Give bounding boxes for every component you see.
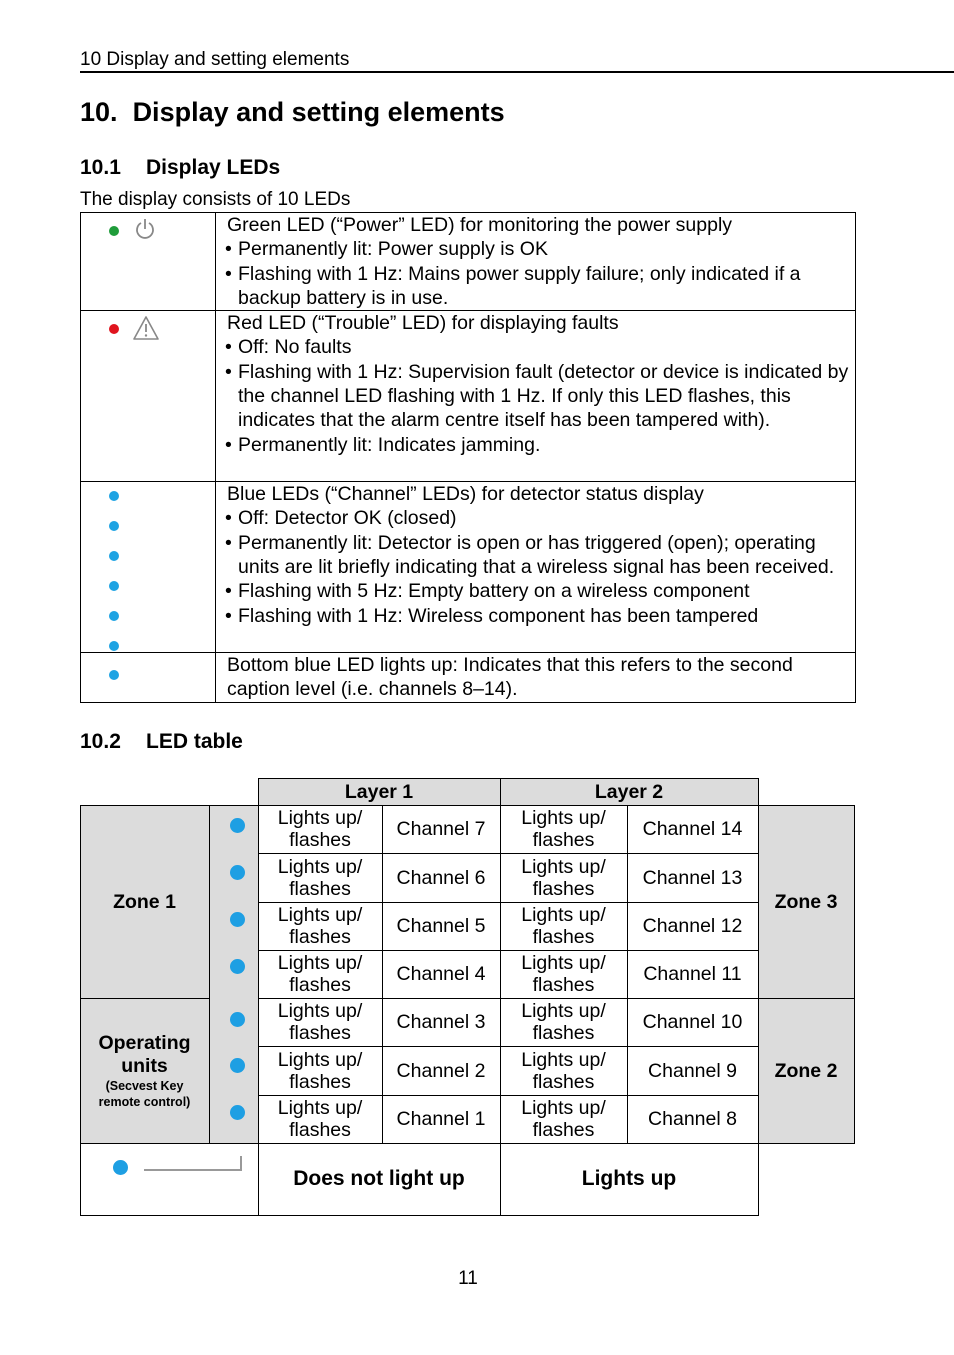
section-title-text: Display LEDs (146, 156, 281, 179)
blue-led-dot (230, 959, 245, 974)
running-header: 10 Display and setting elements (80, 49, 350, 70)
table-cell-state: Lights up/ flashes (521, 1048, 606, 1093)
grid-line (500, 778, 501, 1216)
grid-line (627, 805, 628, 1143)
grid-line (258, 778, 759, 779)
list-item: • Permanently lit: Indicates jamming. (227, 433, 851, 457)
bottom-layer1-cell: Does not light up (293, 1167, 465, 1190)
page-number: 11 (458, 1268, 478, 1289)
grid-line (758, 998, 855, 999)
led-description-title: Blue LEDs (“Channel” LEDs) for detector status display (227, 483, 704, 506)
list-item: • Flashing with 5 Hz: Empty battery on a wireless component (227, 579, 851, 603)
table-cell-state: Lights up/ flashes (277, 855, 363, 900)
list-item: • Permanently lit: Power supply is OK (227, 237, 851, 261)
blue-led-dot (230, 1105, 245, 1120)
layer2-header: Layer 2 (500, 778, 758, 805)
grid-line (854, 805, 855, 1144)
section-number: 10.1 (80, 156, 121, 179)
table-cell-channel: Channel 6 (396, 866, 486, 889)
table-cell-channel: Channel 11 (643, 963, 742, 985)
table-cell-state: Lights up/ flashes (277, 1048, 363, 1093)
table-cell-state: Lights up/ flashes (277, 807, 363, 851)
operating-units-line2: units (121, 1055, 168, 1077)
list-item: • Off: Detector OK (closed) (227, 506, 851, 530)
blue-led-dot (230, 818, 245, 833)
grid-line (258, 1095, 758, 1096)
list-item: • Flashing with 1 Hz: Supervision fault (detector or device is indicated by the channel LED flashing with 1 Hz. If only this LED flashes, this indicates that the alarm centre itself has been tampered with). (227, 360, 851, 433)
section-title-text: LED table (146, 730, 243, 753)
grid-line (80, 998, 209, 999)
table-cell-channel: Channel 10 (642, 1011, 743, 1033)
operating-units-sub: (Secvest Key remote control) (98, 1079, 191, 1109)
table-cell-channel: Channel 7 (396, 818, 486, 840)
grid-line (258, 950, 758, 951)
bracket-line-icon (142, 1154, 244, 1172)
intro-text: The display consists of 10 LEDs (80, 189, 351, 210)
list-item: • Off: No faults (227, 335, 851, 359)
table-cell-channel: Channel 4 (396, 963, 486, 985)
table-cell-state: Lights up/ flashes (521, 904, 606, 948)
grid-line (209, 805, 210, 1143)
grid-line (80, 805, 81, 1216)
grid-line (382, 805, 383, 1143)
table-cell-state: Lights up/ flashes (277, 952, 363, 996)
grid-line (758, 778, 759, 1216)
table-cell-channel: Channel 1 (396, 1108, 486, 1130)
zone3-cell: Zone 3 (758, 805, 854, 998)
table-cell-channel: Channel 13 (642, 866, 743, 889)
led-dot-column (209, 805, 258, 1143)
led-description-title: Bottom blue LED lights up: Indicates that this refers to the second caption level (i.e. channels 8–14). (227, 654, 793, 701)
grid-line (258, 998, 758, 999)
grid-line (258, 902, 758, 903)
table-cell-state: Lights up/ flashes (521, 952, 606, 996)
grid-line (80, 1215, 759, 1216)
blue-led-dot (113, 1160, 128, 1175)
zone2-cell: Zone 2 (758, 998, 854, 1143)
table-cell-state: Lights up/ flashes (521, 1097, 606, 1141)
table-cell-channel: Channel 3 (396, 1011, 486, 1033)
table-cell-state: Lights up/ flashes (521, 1000, 606, 1044)
table-cell-channel: Channel 14 (642, 818, 743, 840)
table-cell-channel: Channel 5 (396, 915, 486, 937)
grid-line (80, 805, 855, 806)
blue-led-dot (230, 865, 245, 880)
blue-led-dot (230, 1058, 245, 1073)
grid-line (80, 1143, 855, 1144)
bottom-layer2-cell: Lights up (581, 1167, 677, 1190)
blue-led-dot (230, 1012, 245, 1027)
list-item: • Flashing with 1 Hz: Wireless component has been tampered (227, 604, 851, 628)
chapter-title-text: Display and setting elements (132, 97, 505, 127)
operating-units-line1: Operating (98, 1032, 191, 1054)
led-description-title: Green LED (“Power” LED) for monitoring the power supply (227, 214, 733, 236)
blue-led-dot (230, 912, 245, 927)
table-cell-channel: Channel 8 (648, 1108, 737, 1130)
layer1-header: Layer 1 (258, 778, 500, 805)
table-cell-channel: Channel 12 (642, 915, 743, 937)
grid-line (258, 1046, 758, 1047)
list-item: • Permanently lit: Detector is open or has triggered (open); operating units are lit briefly indicating that a wireless signal has been received. (227, 531, 851, 580)
chapter-number: 10. (80, 97, 118, 127)
table-cell-channel: Channel 9 (648, 1059, 737, 1082)
operating-units-cell (80, 998, 209, 1143)
table-cell-state: Lights up/ flashes (277, 1097, 363, 1141)
table-cell-channel: Channel 2 (396, 1059, 486, 1082)
section-number: 10.2 (80, 730, 121, 753)
table-cell-state: Lights up/ flashes (277, 904, 363, 948)
table-cell-state: Lights up/ flashes (521, 855, 606, 900)
grid-line (258, 778, 259, 1216)
zone1-cell: Zone 1 (80, 805, 209, 998)
list-item: • Flashing with 1 Hz: Mains power supply failure; only indicated if a backup battery is in use. (227, 262, 851, 311)
table-cell-state: Lights up/ flashes (521, 807, 606, 851)
table-cell-state: Lights up/ flashes (277, 1000, 363, 1044)
led-description-title: Red LED (“Trouble” LED) for displaying faults (227, 312, 619, 335)
grid-line (258, 853, 758, 854)
